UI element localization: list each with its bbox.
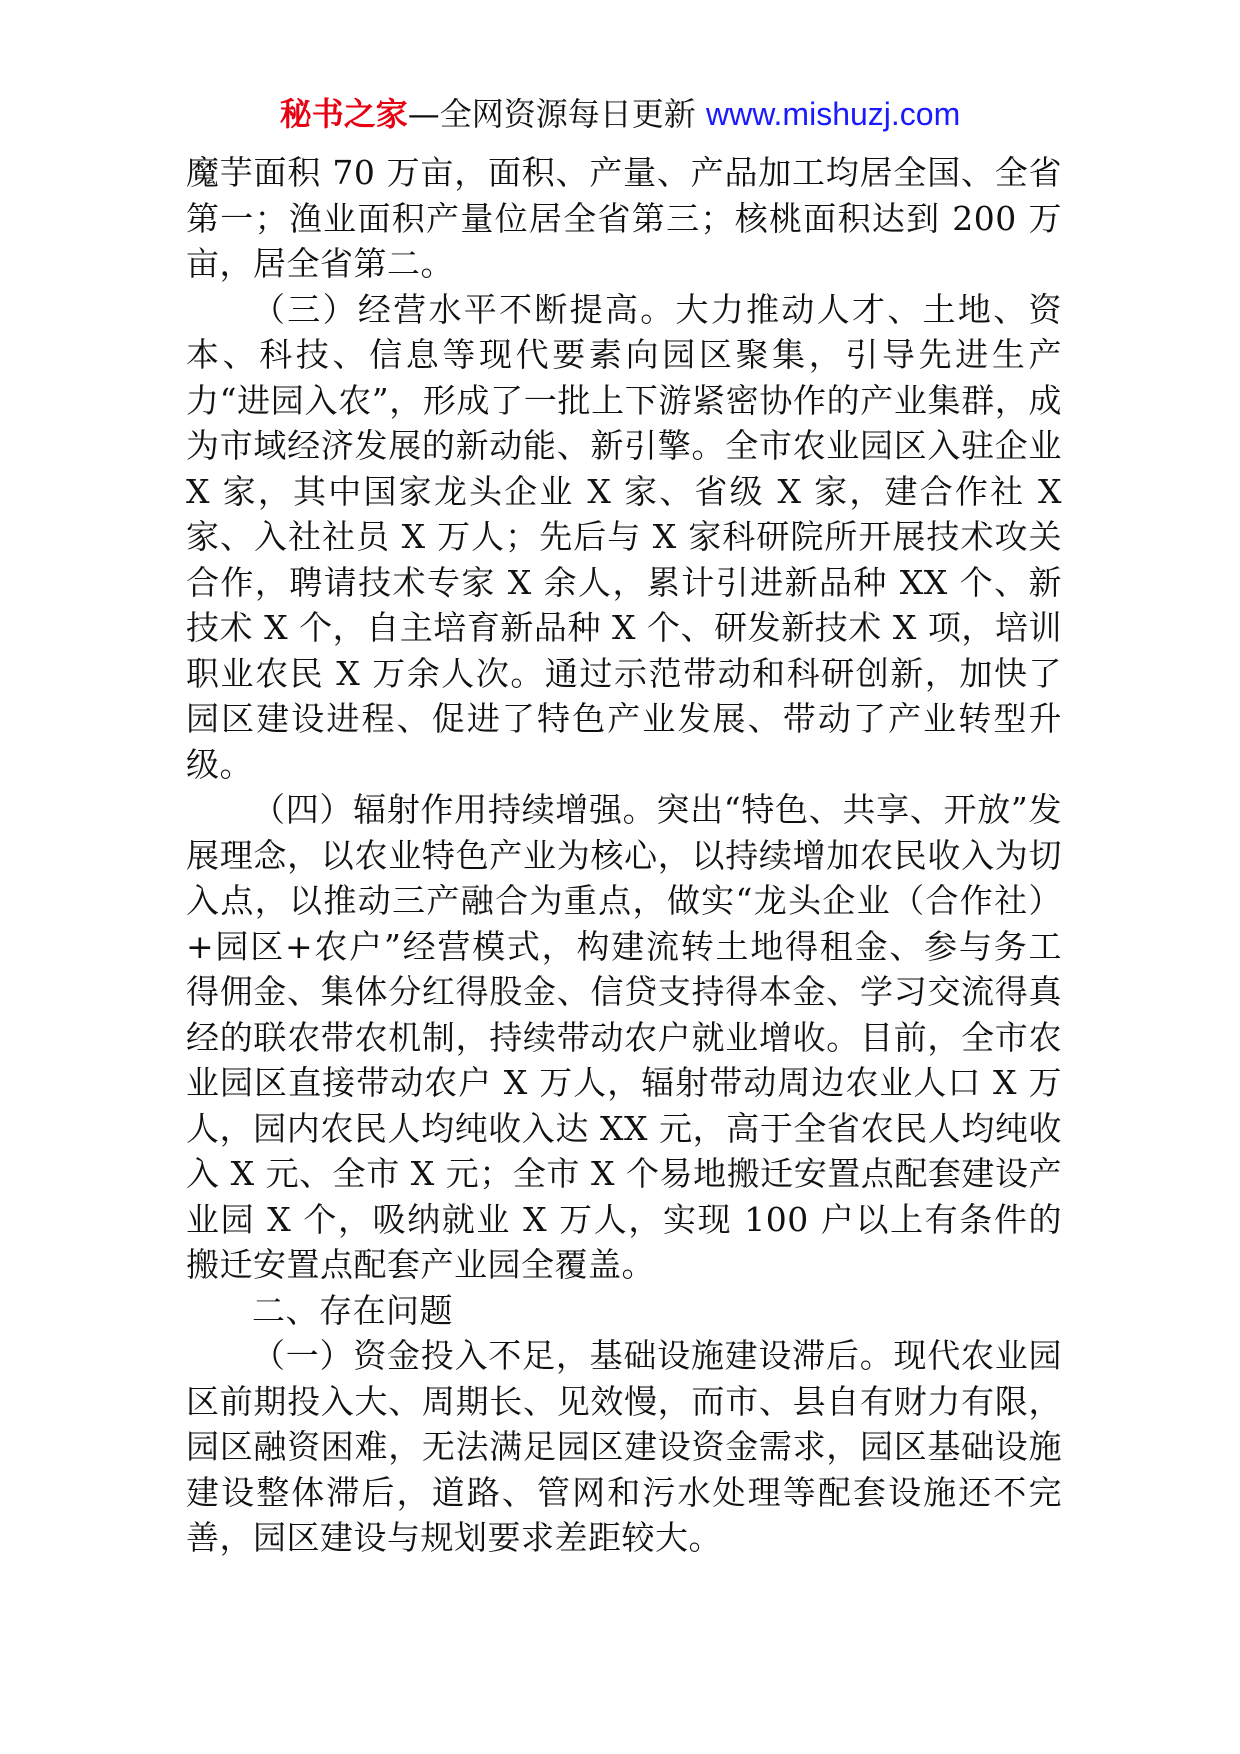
document-body bbox=[186, 150, 1062, 1561]
section-heading-problems: 二、存在问题 bbox=[252, 1290, 453, 1330]
paragraph-section-four: （四）辐射作用持续增强。突出“特色、共享、开放”发展理念，以农业特色产业为核心，以持续增加农民收入为切入点，以推动三产融合为重点，做实“龙头企业（合作社）+园区+农户”经营模式，构建流转土地得租金、参与务工得佣金、集体分红得股金、信贷支持得本金、学习交流得真经的联农带农机制，持续带动农户就业增收。目前，全市农业园区直接带动农户 X 万人，辐射带动周边农业人口 X 万人，园内农民人均纯收入达 XX 元，高于全省农民人均纯收入 X 元、全市 X 元；全市 X 个易地搬迁安置点配套建设产业园 X 个，吸纳就业 X 万人，实现 100 户以上有条件的搬迁安置点配套产业园全覆盖。 bbox=[186, 790, 1062, 1284]
paragraph-section-three: （三）经营水平不断提高。大力推动人才、土地、资本、科技、信息等现代要素向园区聚集，引导先进生产力“进园入农”，形成了一批上下游紧密协作的产业集群，成为市域经济发展的新动能、新引擎。全市农业园区入驻企业 X 家，其中国家龙头企业 X 家、省级 X 家，建合作社 X 家、入社社员 X 万人；先后与 X 家科研院所开展技术攻关合作，聘请技术专家 X 余人，累计引进新品种 XX 个、新技术 X 个，自主培育新品种 X 个、研发新技术 X 项，培训职业农民 X 万余人次。通过示范带动和科研创新，加快了园区建设进程、促进了特色产业发展、带动了产业转型升级。 bbox=[186, 289, 1062, 784]
paragraph-problem-one: （一）资金投入不足，基础设施建设滞后。现代农业园区前期投入大、周期长、见效慢，而市、县自有财力有限，园区融资困难，无法满足园区建设资金需求，园区基础设施建设整体滞后，道路、管网和污水处理等配套设施还不完善，园区建设与规划要求差距较大。 bbox=[186, 1336, 1062, 1557]
site-url-link[interactable]: www.mishuzj.com bbox=[705, 96, 961, 132]
paragraph-continuation: 魔芋面积 70 万亩，面积、产量、产品加工均居全国、全省第一；渔业面积产量位居全省第三；核桃面积达到 200 万亩，居全省第二。 bbox=[186, 153, 1062, 283]
site-brand: 秘书之家 bbox=[279, 95, 408, 133]
site-tagline: —全网资源每日更新 bbox=[407, 95, 706, 133]
site-header bbox=[0, 92, 1240, 136]
